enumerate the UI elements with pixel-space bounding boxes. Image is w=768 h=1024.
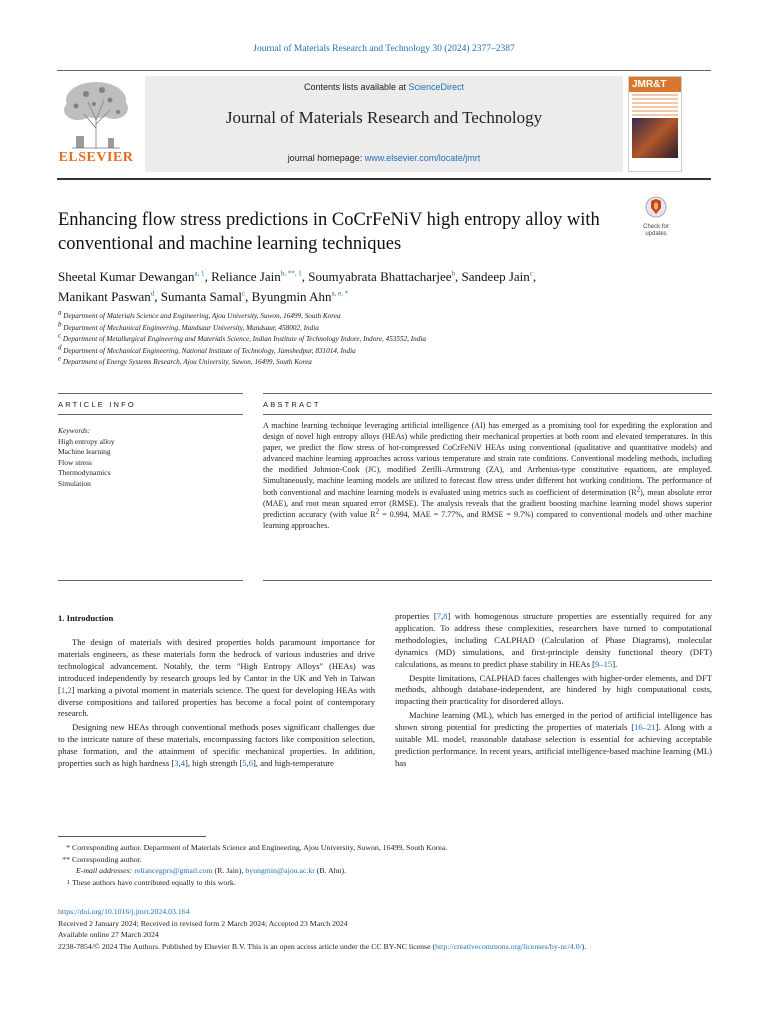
author-name[interactable]: Sumanta Samal: [160, 289, 243, 304]
check-updates-label: Check for updates: [643, 224, 669, 237]
license-text: ).: [581, 941, 587, 951]
affiliation-mark: a: [58, 308, 62, 317]
cover-text-lines: [632, 94, 678, 116]
available-online-date: Available online 27 March 2024: [58, 930, 159, 940]
footnote-equal-contribution: [58, 877, 712, 889]
citation-link[interactable]: 3: [174, 758, 179, 769]
author-separator: ,: [301, 269, 309, 284]
affiliation-text: Department of Mechanical Engineering, National Institute of Technology, Jamshedpur, 831014, India: [63, 346, 356, 355]
paragraph-text: Designing new HEAs through conventional methods poses significant challenges due to the intricate nature of these materials, encompassing factors like composition selection, phase formation, and the attainment of specific mechanical properties. In addition, properties such as high hardness [: [58, 722, 375, 769]
abstract-text-part: = 0.994, MAE = 7.77%, and RMSE = 9.7%) compared to conventional models and other machine learning approaches.: [263, 509, 712, 530]
author-separator: ,: [204, 269, 212, 284]
email-label: E-mail addresses:: [76, 866, 133, 875]
paragraph-text: ], and high-temperature: [253, 758, 334, 769]
email-link[interactable]: reliancegprs@gmail.com: [134, 866, 213, 875]
journal-cover[interactable]: [628, 76, 682, 172]
affiliation-item: [58, 354, 708, 369]
citation-link[interactable]: 2: [67, 684, 72, 695]
paragraph-text: The design of materials with desired properties holds paramount importance for materials engineers, as these materials form the bedrock of various industries and drive technological advancement. Notably, the term "High Entropy Alloys" (HEAs) was introduced independently by research groups led by Cantor in the UK and Yeh in Taiwan [: [58, 637, 375, 695]
check-updates-icon: [645, 196, 667, 218]
author-affiliation-marks[interactable]: b, **, 1: [280, 269, 302, 278]
keyword-item: High entropy alloy: [58, 436, 115, 446]
abstract-text-part: ), mean absolute error (MAE), and root mean squared error (RMSE). The analysis reveals that the gradient boosting machine learning model shows superior prediction accuracy (with value R: [263, 487, 712, 519]
citation-link[interactable]: 16–21: [634, 722, 656, 733]
abstract-superscript: 2: [636, 484, 641, 493]
author-separator: ,: [532, 269, 537, 284]
author-list: [58, 267, 678, 307]
keywords-block: [58, 426, 238, 489]
footnote-emails: [58, 865, 712, 877]
check-for-updates-badge[interactable]: [634, 196, 678, 236]
keyword-item: Machine learning: [58, 447, 111, 456]
citation-link[interactable]: 8: [443, 611, 448, 621]
author-separator: ,: [245, 289, 252, 304]
citation-link[interactable]: 6: [248, 758, 254, 769]
paragraph-text: ] marking a pivotal moment in materials science. The quest for developing HEAs with diverse compositions and tailored properties has become a focal point of contemporary research.: [58, 684, 375, 719]
contents-prefix: Contents lists available at: [303, 82, 409, 92]
keywords-label: Keywords:: [58, 426, 91, 435]
introduction-heading: 1. Introduction: [58, 613, 114, 623]
author-name[interactable]: Sandeep Jain: [461, 269, 530, 284]
citation-link[interactable]: 1: [60, 684, 66, 695]
affiliation-mark: d: [58, 343, 62, 352]
citation-link[interactable]: 9–15: [595, 658, 613, 669]
author-name[interactable]: Manikant Paswan: [58, 289, 151, 304]
affiliation-text: Department of Materials Science and Engineering, Ajou University, Suwon, 16499, South Korea: [63, 312, 341, 320]
footnote-mark: **: [62, 854, 70, 864]
masthead-top-rule: [57, 70, 711, 71]
footnote-mark: *: [66, 843, 70, 852]
footnote-mark: 1: [66, 878, 70, 886]
affiliation-item: [58, 331, 708, 346]
homepage-link[interactable]: www.elsevier.com/locate/jmrt: [364, 153, 481, 163]
body-paragraph: properties [7,8] with homogenous structure properties are essentially required for any application. To address these complexities, researchers have turned to computational methodologies, including CALPHAD (Calculation of Phase Diagrams), molecular dynamics (MD) simulations, and first-principle density functional theory (DFT) calculations, as means to predict phase stability in HEAs [9–15].: [395, 611, 713, 669]
affiliation-mark: e: [58, 354, 62, 363]
abstract-superscript: 2: [375, 507, 380, 516]
affiliation-mark: c: [58, 331, 62, 340]
body-column-right: [395, 611, 712, 772]
body-paragraph: The design of materials with desired properties holds paramount importance for materials engineers, as these materials form the bedrock of various industries and drive technological advancement. Notably, the term "High Entropy Alloys" (HEAs) was introduced independently by research groups led by Cantor in the UK and Yeh in Taiwan [1,2] marking a pivotal moment in materials science. The quest for developing HEAs with diverse compositions and tailored properties has become a focal point of contemporary research.: [58, 637, 375, 719]
author-name[interactable]: Soumyabrata Bhattacharjee: [308, 269, 452, 284]
license-link[interactable]: http://creativecommons.org/licenses/by-nc/4.0/: [435, 941, 582, 951]
article-info-top-rule: [58, 393, 243, 394]
paragraph-text: Despite limitations, CALPHAD faces challenges with higher-order elements, and DFT methods, although database-independent, are hindered by high computational costs, impacting their practicality for disordered alloys.: [395, 672, 712, 707]
paragraph-text: ]. Along with a suitable ML model, reasonable database selection is essential for achieving acceptable prediction performance. In recent years, artificial intelligence-based machine learning (ML) has: [395, 722, 712, 768]
affiliation-text: Department of Energy Systems Research, Ajou University, Suwon, 16499, South Korea: [62, 358, 312, 366]
elsevier-tree-icon: [58, 78, 134, 150]
abstract-mid-rule: [263, 414, 712, 415]
cover-label: JMR&T: [629, 77, 681, 92]
doi-link[interactable]: https://doi.org/10.1016/j.jmrt.2024.03.164: [58, 907, 190, 916]
license-statement: [58, 941, 712, 953]
citation-link[interactable]: 4: [180, 758, 185, 769]
running-head[interactable]: Journal of Materials Research and Technology 30 (2024) 2377–2387: [253, 44, 515, 54]
body-paragraph: [395, 673, 712, 709]
footnotes: [58, 842, 712, 888]
author-separator: ,: [455, 269, 462, 284]
publisher-wordmark: ELSEVIER: [58, 150, 134, 165]
publication-info: [58, 906, 712, 952]
article-info-mid-rule: [58, 414, 243, 415]
sciencedirect-link[interactable]: ScienceDirect: [408, 82, 465, 92]
contents-line: [145, 82, 623, 92]
author-name[interactable]: Reliance Jain: [211, 269, 281, 284]
footnote-text: Corresponding author.: [72, 854, 142, 864]
homepage-prefix: journal homepage:: [287, 153, 365, 163]
masthead-bottom-rule: [57, 178, 711, 180]
abstract-heading: ABSTRACT: [263, 400, 321, 409]
article-info-bottom-rule: [58, 580, 243, 581]
keyword-item: Simulation: [58, 478, 91, 488]
author-affiliation-marks[interactable]: a, e, *: [331, 289, 349, 298]
license-text: 2238-7854/© 2024 The Authors. Published by Elsevier B.V. This is an open access article under the CC BY-NC license (: [58, 941, 436, 951]
footnote-text: These authors have contributed equally to this work.: [72, 877, 236, 887]
author-affiliation-marks[interactable]: b: [451, 269, 456, 278]
email-link[interactable]: byungmin@ajou.ac.kr: [245, 866, 315, 875]
affiliation-item: [58, 343, 708, 358]
abstract-bottom-rule: [263, 580, 712, 581]
footnote-rule: [58, 836, 206, 837]
footnote-corresponding-2: [58, 854, 712, 866]
cover-image: [632, 118, 678, 158]
author-affiliation-marks[interactable]: a, 1: [194, 269, 205, 278]
email-owner: (R. Jain),: [212, 866, 246, 875]
affiliation-text: Department of Mechanical Engineering, Mandsaur University, Mandsaur, 458002, India: [63, 323, 319, 332]
email-owner: (B. Ahn).: [314, 866, 347, 875]
abstract-top-rule: [263, 393, 712, 394]
body-paragraph: [395, 710, 712, 770]
paragraph-text: properties [: [395, 611, 437, 621]
author-affiliation-marks[interactable]: c: [242, 289, 246, 298]
affiliation-list: [58, 308, 708, 369]
affiliation-mark: b: [58, 320, 62, 329]
journal-title: Journal of Materials Research and Technology: [225, 108, 543, 127]
article-info-heading: ARTICLE INFO: [58, 400, 136, 409]
author-affiliation-marks[interactable]: c: [529, 269, 533, 278]
author-affiliation-marks[interactable]: d: [150, 289, 155, 298]
homepage-line: [145, 153, 623, 163]
body-column-left: [58, 637, 375, 772]
footnote-text: Corresponding author. Department of Materials Science and Engineering, Ajou University, Suwon, 16499, South Korea.: [72, 843, 448, 852]
author-separator: ,: [154, 289, 161, 304]
abstract-text-part: A machine learning technique leveraging artificial intelligence (AI) has emerged as a promising tool for expediting the exploration and design of novel high entropy alloys (HEAs) while predicting their mechanical properties at both room and elevated temperatures. In this paper, we predict the flow stress of hot-compressed CoCrFeNiV HEAs using conventional (qualitative and quantitative models) and advanced machine learning approaches across various temperature and strain rate conditions. Conventional modeling methods, including the modified Johnson-Cook (JC), modified Zerilli–Armstrong (ZA), and Arrhenius-type constitutive equations, are employed. Simultaneously, machine learning models are utilized to forecast flow stress under different hot working conditions. The performance of both conventional and machine learning models is evaluated using metrics such as coefficient of determination (R: [263, 421, 712, 497]
paragraph-text: ], high strength [: [184, 758, 243, 769]
author-name[interactable]: Byungmin Ahn: [251, 289, 332, 304]
affiliation-text: Department of Metallurgical Engineering and Materials Science, Indian Institute of Technology Indore, Indore, 453552, India: [62, 335, 426, 343]
body-paragraph: Designing new HEAs through conventional methods poses significant challenges due to the intricate nature of these materials, encompassing factors like composition selection, phase formation, and the attainment of specific mechanical properties. In addition, properties such as high hardness [3,4], high strength [5,6], and high-temperature: [58, 722, 375, 769]
citation-link[interactable]: 5: [242, 758, 247, 769]
citation-link[interactable]: 7: [436, 611, 441, 621]
paragraph-text: ] with homogenous structure properties are essentially required for any application. To address these complexities, researchers have turned to computational methodologies, including CALPHAD (Calculation of Phase Diagrams), molecular dynamics (MD) simulations, and first-principle density functional theory (DFT) calculations, as means to predict phase stability in HEAs [: [395, 611, 713, 669]
article-title: [58, 208, 623, 256]
abstract-body: [263, 420, 712, 531]
affiliation-item: [58, 308, 708, 323]
paragraph-text: ].: [612, 658, 618, 669]
affiliation-item: [58, 320, 708, 335]
paragraph-text: Machine learning (ML), which has emerged in the period of artificial intelligence has shown strong potential for predicting the properties of materials [: [395, 710, 712, 733]
article-title-line-2: conventional and machine learning techniques: [58, 234, 402, 254]
article-title-line-1: Enhancing flow stress predictions in CoCrFeNiV high entropy alloy with: [58, 210, 600, 230]
footnote-corresponding-1: [58, 842, 712, 854]
received-dates: Received 2 January 2024; Received in revised form 2 March 2024; Accepted 23 March 2024: [58, 918, 348, 928]
keyword-item: Thermodynamics: [58, 468, 111, 477]
keyword-item: Flow stress: [58, 457, 92, 467]
author-name[interactable]: Sheetal Kumar Dewangan: [58, 269, 195, 284]
